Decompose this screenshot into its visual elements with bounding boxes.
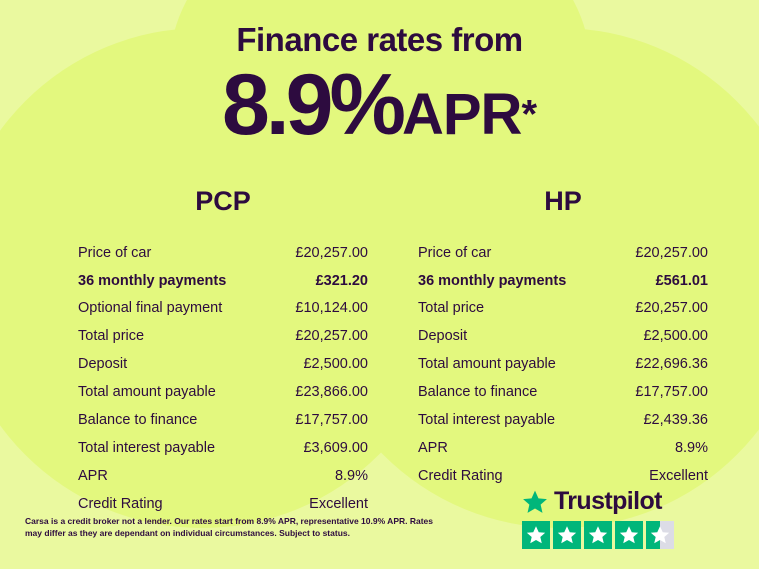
row-value: £20,257.00 bbox=[635, 300, 708, 317]
row-value: £2,500.00 bbox=[643, 328, 708, 345]
table-row bbox=[418, 267, 708, 295]
rating-star-3 bbox=[584, 521, 612, 549]
trustpilot-badge[interactable] bbox=[522, 487, 737, 549]
row-label: Deposit bbox=[78, 356, 128, 373]
row-label: APR bbox=[418, 439, 448, 456]
table-row bbox=[418, 462, 708, 490]
row-value: £17,757.00 bbox=[635, 384, 708, 401]
row-label: Balance to finance bbox=[78, 411, 198, 428]
row-value: 8.9% bbox=[334, 467, 368, 484]
row-label: Total interest payable bbox=[418, 411, 556, 428]
rating-star-1 bbox=[522, 521, 550, 549]
table-row bbox=[78, 434, 368, 462]
table-row bbox=[78, 295, 368, 323]
row-label: 36 monthly payments bbox=[78, 272, 227, 289]
table-row bbox=[78, 323, 368, 351]
row-value: £561.01 bbox=[655, 272, 708, 289]
pcp-panel-title: PCP bbox=[195, 186, 251, 216]
row-value: £2,500.00 bbox=[303, 356, 368, 373]
row-value: £3,609.00 bbox=[303, 439, 368, 456]
row-label: Total price bbox=[418, 300, 485, 317]
table-row bbox=[418, 434, 708, 462]
rating-star-2 bbox=[553, 521, 581, 549]
row-label: Optional final payment bbox=[78, 300, 223, 317]
pcp-rows bbox=[78, 239, 368, 518]
hp-panel bbox=[418, 186, 708, 490]
table-row bbox=[418, 239, 708, 267]
row-value: £23,866.00 bbox=[295, 384, 368, 401]
trustpilot-name: Trustpilot bbox=[554, 487, 662, 515]
row-label: Total amount payable bbox=[78, 384, 216, 401]
table-row bbox=[418, 378, 708, 406]
row-label: Price of car bbox=[78, 244, 152, 261]
table-row bbox=[78, 351, 368, 379]
rate-unit: APR bbox=[401, 82, 522, 147]
row-label: Credit Rating bbox=[418, 467, 503, 484]
table-row bbox=[78, 239, 368, 267]
hp-panel-title: HP bbox=[544, 186, 582, 216]
row-value: £321.20 bbox=[315, 272, 368, 289]
table-row bbox=[78, 406, 368, 434]
row-label: APR bbox=[78, 467, 108, 484]
row-label: Price of car bbox=[418, 244, 492, 261]
row-value: £20,257.00 bbox=[295, 328, 368, 345]
row-value: £22,696.36 bbox=[635, 356, 708, 373]
row-value: 8.9% bbox=[674, 439, 708, 456]
table-row bbox=[78, 267, 368, 295]
row-value: £2,439.36 bbox=[643, 411, 708, 428]
row-label: Total price bbox=[78, 328, 145, 345]
table-row bbox=[418, 351, 708, 379]
row-value: Excellent bbox=[649, 467, 708, 484]
row-label: Balance to finance bbox=[418, 384, 538, 401]
table-row bbox=[78, 378, 368, 406]
hp-rows bbox=[418, 239, 708, 490]
row-value: £20,257.00 bbox=[295, 244, 368, 261]
row-label: Total interest payable bbox=[78, 439, 216, 456]
rating-star-4 bbox=[615, 521, 643, 549]
trustpilot-star-icon bbox=[522, 489, 548, 515]
row-value: £20,257.00 bbox=[635, 244, 708, 261]
rating-star-5-half bbox=[646, 521, 674, 549]
row-value: £17,757.00 bbox=[295, 411, 368, 428]
page-title: Finance rates from bbox=[236, 21, 523, 58]
table-row bbox=[418, 406, 708, 434]
legal-disclaimer: Carsa is a credit broker not a lender. Our rates start from 8.9% APR, representative 10.9% APR. Rates may differ as they are dependant on individual circumstances. Subject to status. bbox=[25, 516, 434, 539]
trustpilot-rating-stars bbox=[522, 521, 737, 549]
table-row bbox=[418, 323, 708, 351]
row-label: Deposit bbox=[418, 328, 468, 345]
row-value: £10,124.00 bbox=[295, 300, 368, 317]
trustpilot-wordmark bbox=[522, 487, 737, 516]
rate-asterisk: * bbox=[521, 92, 538, 137]
row-label: Total amount payable bbox=[418, 356, 556, 373]
headline-rate bbox=[0, 57, 759, 153]
rate-value: 8.9% bbox=[221, 57, 402, 153]
row-value: Excellent bbox=[309, 495, 368, 512]
row-label: 36 monthly payments bbox=[418, 272, 567, 289]
table-row bbox=[78, 462, 368, 490]
table-row bbox=[418, 295, 708, 323]
table-row bbox=[78, 490, 368, 518]
pcp-panel bbox=[78, 186, 368, 518]
row-label: Credit Rating bbox=[78, 495, 163, 512]
